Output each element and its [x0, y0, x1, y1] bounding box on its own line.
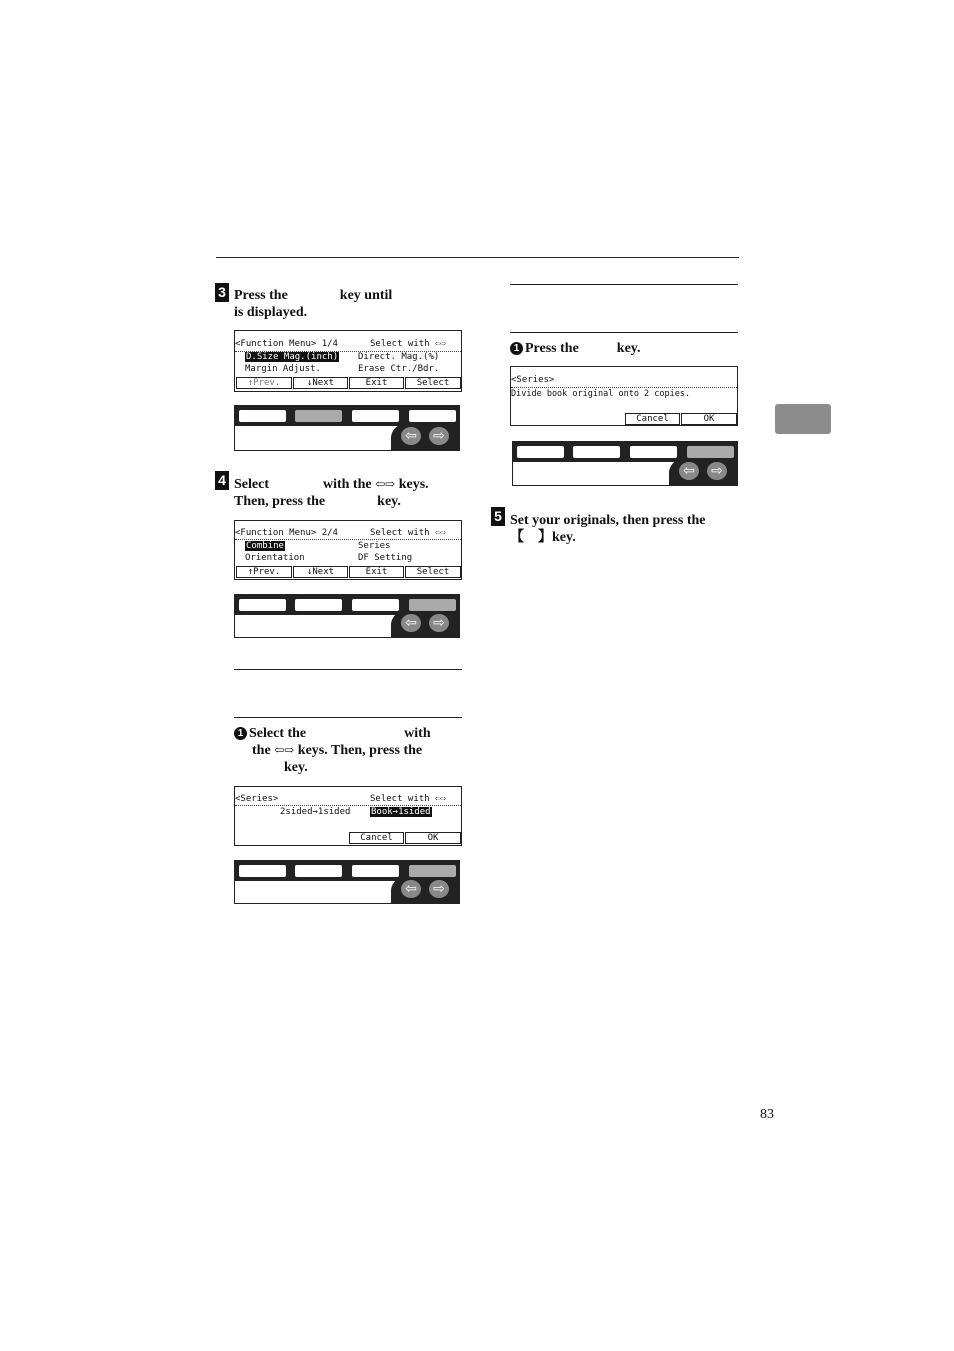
left-substep-text-c: the — [252, 743, 271, 758]
panel-key-4[interactable] — [409, 410, 456, 422]
lcd-function-menu-2 — [234, 520, 462, 580]
step-5-text-b: key. — [552, 530, 576, 545]
lcd-header-left: <Series> — [235, 794, 279, 804]
page-number: 83 — [760, 1107, 774, 1122]
lcd-item-df-setting[interactable]: DF Setting — [358, 553, 413, 563]
left-right-arrow-keys-icon: ⇦⇨ — [435, 339, 446, 349]
step-4-text-a: Select — [234, 477, 269, 492]
step-3-text-c: is displayed. — [234, 305, 308, 320]
top-rule — [216, 257, 739, 258]
panel-right-arrow-icon[interactable]: ⇨ — [429, 614, 449, 632]
lcd-item-erase-ctr[interactable]: Erase Ctr./Bdr. — [358, 364, 440, 374]
step-4-text-d: Then, press the — [234, 494, 326, 509]
panel-key-1[interactable] — [239, 410, 286, 422]
control-panel-3 — [234, 860, 460, 904]
chapter-tab — [775, 404, 831, 434]
panel-key-4[interactable] — [687, 446, 734, 458]
lcd-option-book[interactable]: Book→1sided — [371, 807, 431, 817]
lcd-header-left: <Series> — [511, 375, 555, 385]
panel-left-arrow-icon[interactable]: ⇦ — [679, 462, 699, 480]
step-5-bracket-open: 【 — [510, 530, 524, 545]
lcd-series-select — [234, 786, 462, 846]
panel-key-4[interactable] — [409, 599, 456, 611]
lcd-header-right: Select with — [370, 794, 430, 804]
panel-left-arrow-icon[interactable]: ⇦ — [401, 427, 421, 445]
panel-key-4[interactable] — [409, 865, 456, 877]
lcd-prev-button[interactable]: ↑Prev. — [236, 566, 292, 578]
panel-key-3[interactable] — [352, 865, 399, 877]
lcd-series-confirm — [510, 366, 738, 426]
right-substep-text-b: key. — [616, 341, 641, 356]
panel-key-3[interactable] — [352, 410, 399, 422]
right-substep-number: 1 — [510, 342, 523, 355]
lcd-prev-button[interactable]: ↑Prev. — [236, 377, 292, 389]
lcd-option-2sided[interactable]: 2sided→1sided — [280, 807, 351, 817]
lcd-header-right: Select with — [370, 339, 430, 349]
lcd-ok-button[interactable]: OK — [681, 413, 737, 425]
left-substep-text-d: keys. Then, press the — [297, 743, 423, 758]
control-panel-1 — [234, 405, 460, 451]
step-5-number: 5 — [491, 507, 505, 526]
lcd-item-direct-mag[interactable]: Direct. Mag.(%) — [358, 352, 440, 362]
right-substep-text — [510, 340, 740, 357]
left-right-arrow-keys-icon: ⇦⇨ — [435, 528, 446, 538]
panel-left-arrow-icon[interactable]: ⇦ — [401, 614, 421, 632]
left-section-rule-2 — [234, 717, 462, 718]
panel-key-2[interactable] — [573, 446, 620, 458]
panel-key-3[interactable] — [352, 599, 399, 611]
step-3-text-a: Press the — [234, 288, 288, 303]
lcd-item-dsize-mag[interactable]: D.Size Mag.(inch) — [246, 352, 339, 362]
panel-key-1[interactable] — [239, 599, 286, 611]
right-substep-text-a: Press the — [525, 341, 579, 356]
lcd-exit-button[interactable]: Exit — [349, 566, 404, 578]
left-substep-text-e: key. — [284, 760, 308, 775]
left-section-rule-1 — [234, 669, 462, 670]
step-3-text-b: key until — [339, 288, 393, 303]
control-panel-2 — [234, 594, 460, 638]
step-5-bracket-close: 】 — [538, 530, 552, 545]
lcd-item-margin-adjust[interactable]: Margin Adjust. — [245, 364, 321, 374]
lcd-cancel-button[interactable]: Cancel — [625, 413, 680, 425]
step-3-number: 3 — [215, 283, 229, 302]
lcd-cancel-button[interactable]: Cancel — [349, 832, 404, 844]
panel-key-1[interactable] — [239, 865, 286, 877]
lcd-ok-button[interactable]: OK — [405, 832, 461, 844]
panel-key-2[interactable] — [295, 599, 342, 611]
panel-right-arrow-icon[interactable]: ⇨ — [429, 427, 449, 445]
lcd-next-button[interactable]: ↓Next — [293, 377, 348, 389]
lcd-function-menu-1 — [234, 330, 462, 392]
lcd-header-right: Select with — [370, 528, 430, 538]
step-4-text — [234, 476, 464, 510]
control-panel-4 — [512, 441, 738, 486]
left-right-arrow-keys-icon: ⇦⇨ — [375, 477, 396, 491]
left-right-arrow-keys-icon: ⇦⇨ — [435, 794, 446, 804]
left-substep-text — [234, 725, 464, 776]
step-4-text-e: key. — [377, 494, 401, 509]
left-substep-text-a: Select the — [249, 726, 307, 741]
lcd-item-series[interactable]: Series — [358, 541, 391, 551]
panel-key-1[interactable] — [517, 446, 564, 458]
step-4-number: 4 — [215, 471, 229, 490]
right-section-rule-1 — [510, 284, 738, 285]
left-right-arrow-keys-icon: ⇦⇨ — [274, 743, 295, 757]
left-substep-text-b: with — [404, 726, 431, 741]
panel-left-arrow-icon[interactable]: ⇦ — [401, 880, 421, 898]
lcd-item-combine[interactable]: Combine — [246, 541, 284, 551]
lcd-select-button[interactable]: Select — [405, 566, 461, 578]
panel-right-arrow-icon[interactable]: ⇨ — [707, 462, 727, 480]
panel-key-2[interactable] — [295, 865, 342, 877]
lcd-next-button[interactable]: ↓Next — [293, 566, 348, 578]
lcd-select-button[interactable]: Select — [405, 377, 461, 389]
step-4-text-c: keys. — [398, 477, 429, 492]
step-3-text — [234, 287, 464, 321]
lcd-message: Divide book original onto 2 copies. — [511, 389, 691, 399]
step-5-text-a: Set your originals, then press the — [510, 513, 706, 528]
left-substep-number: 1 — [234, 727, 247, 740]
lcd-exit-button[interactable]: Exit — [349, 377, 404, 389]
step-4-text-b: with the — [322, 477, 372, 492]
lcd-item-orientation[interactable]: Orientation — [245, 553, 305, 563]
step-5-text — [510, 512, 742, 546]
panel-right-arrow-icon[interactable]: ⇨ — [429, 880, 449, 898]
panel-key-3[interactable] — [630, 446, 677, 458]
lcd-header-left: <Function Menu> 2/4 — [235, 528, 338, 538]
panel-key-2[interactable] — [295, 410, 342, 422]
lcd-header-left: <Function Menu> 1/4 — [235, 339, 338, 349]
right-section-rule-2 — [510, 332, 738, 333]
